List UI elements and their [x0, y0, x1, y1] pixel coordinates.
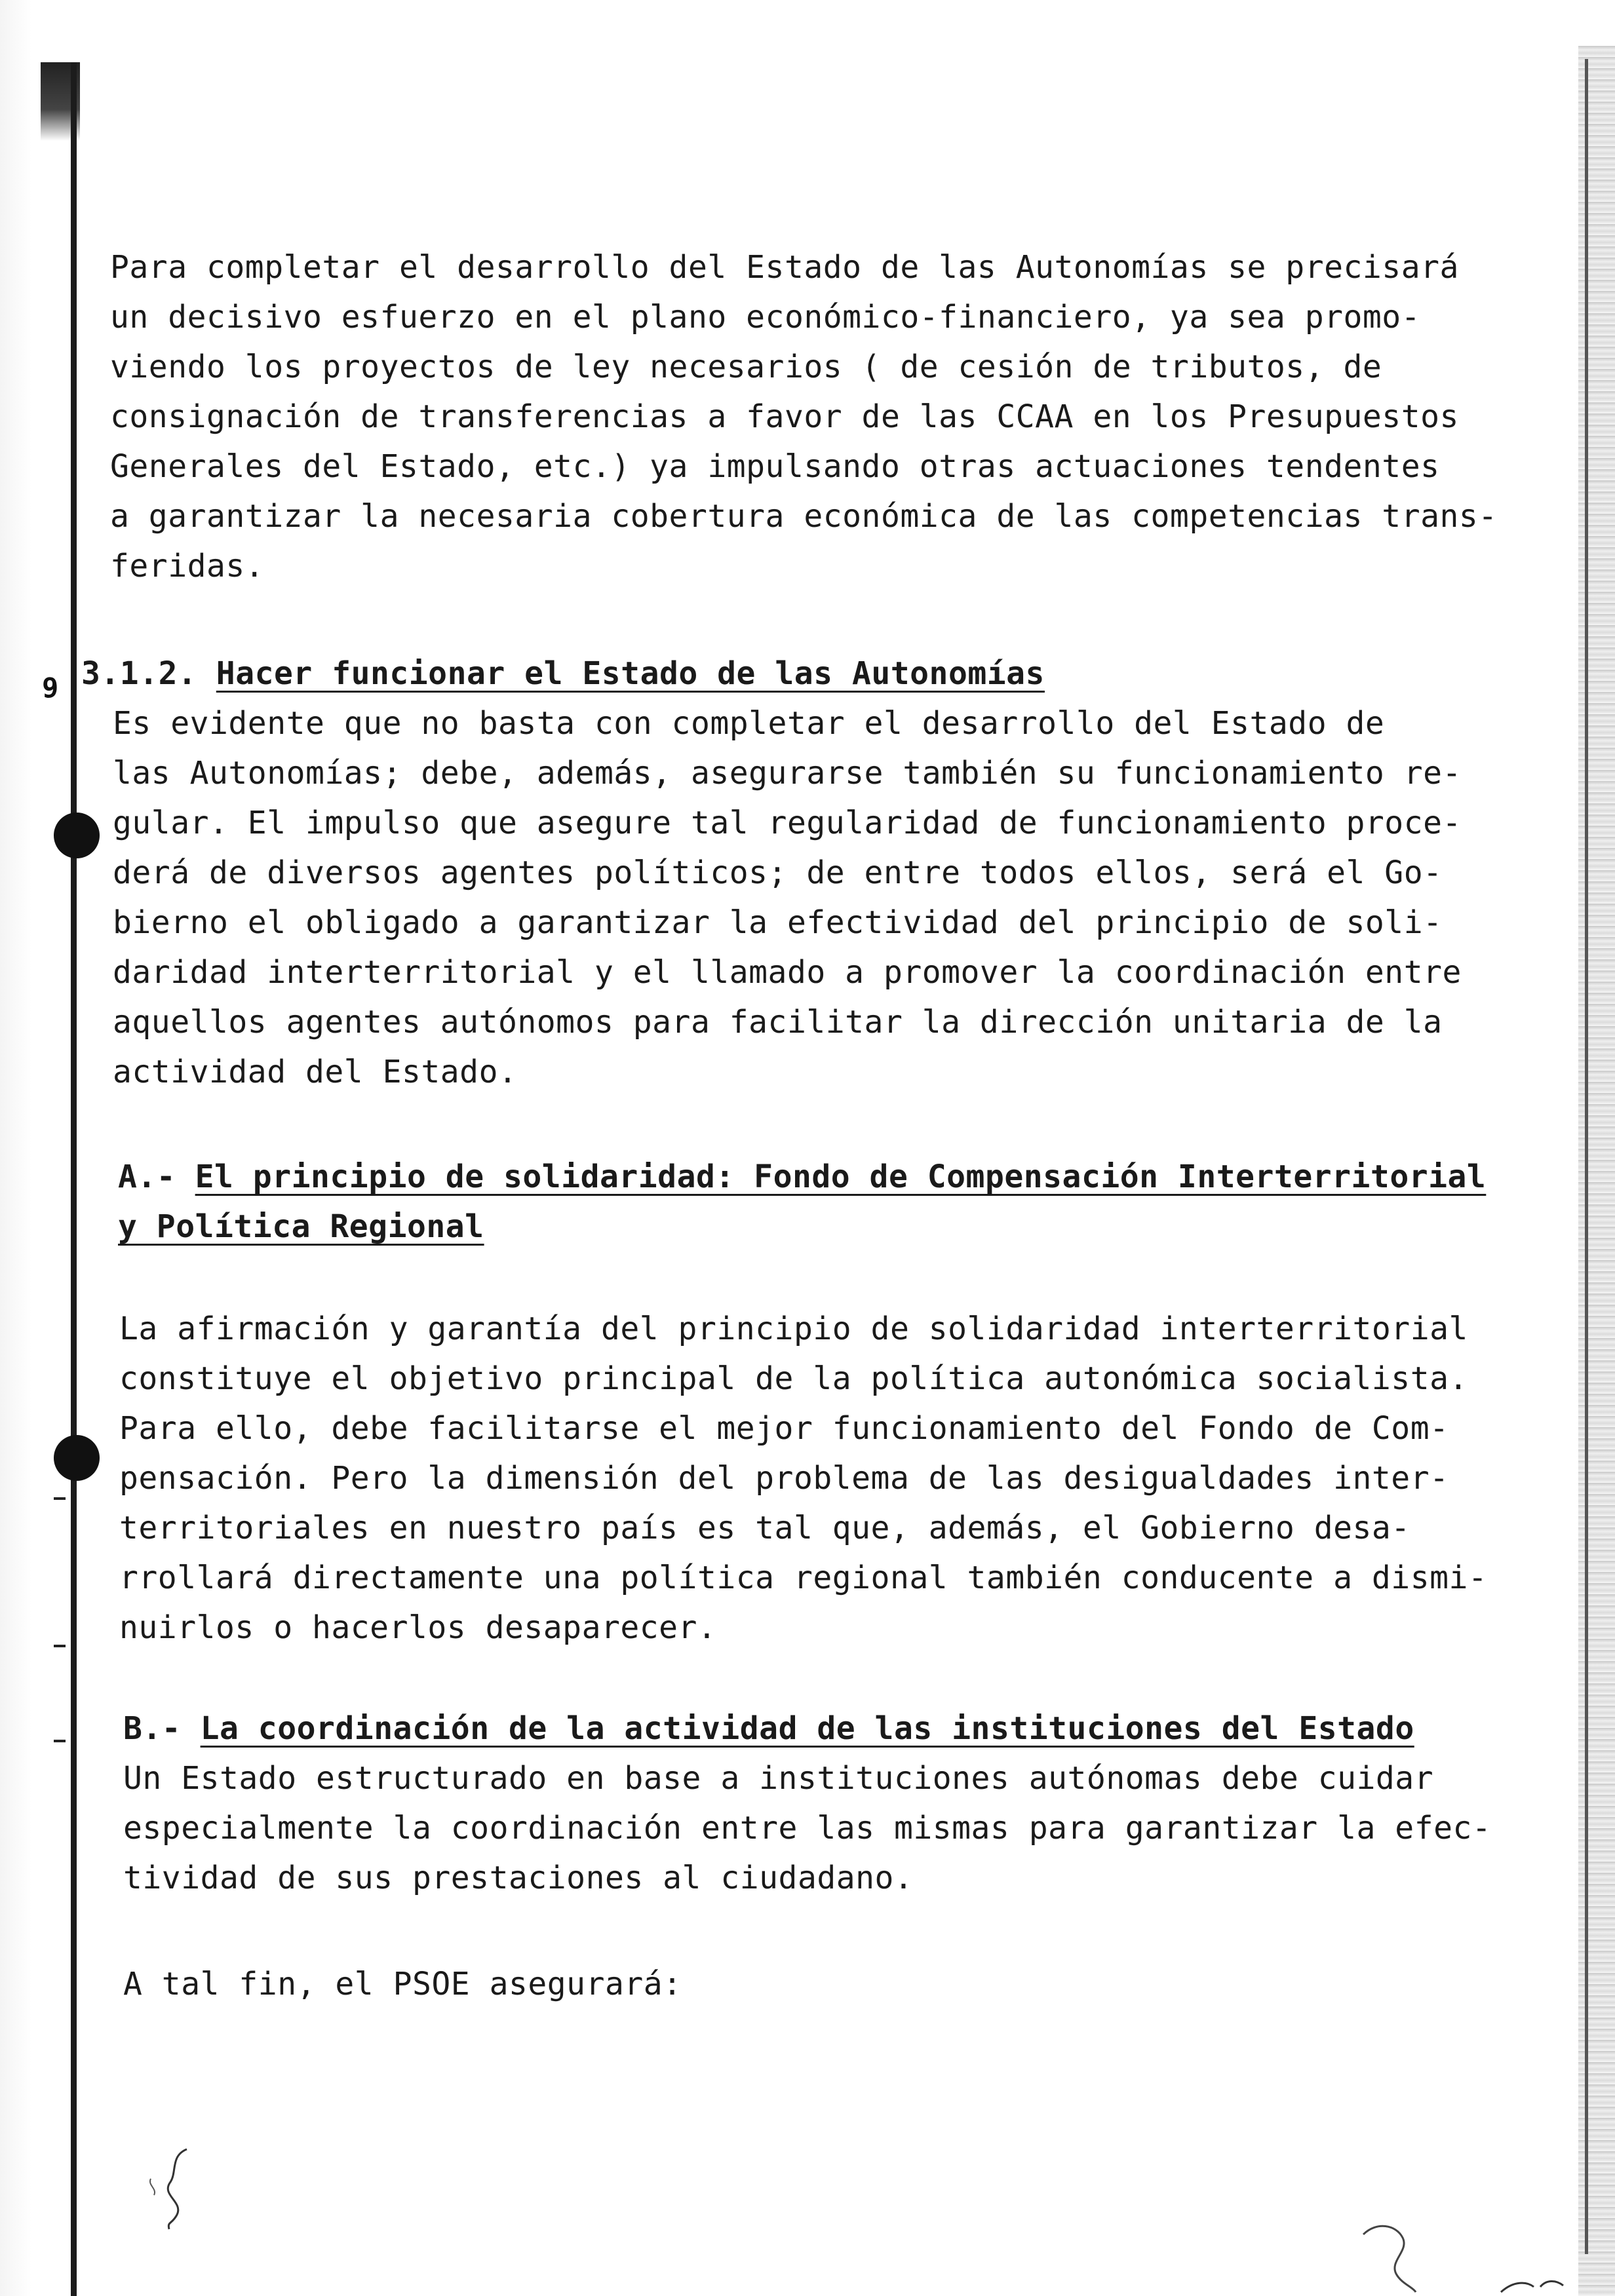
margin-tick	[54, 1497, 66, 1500]
subsection-heading-a	[118, 1152, 1486, 1252]
text-line: especialmente la coordinación entre las mismas para garantizar la efec-	[123, 1810, 1492, 1846]
subsection-title: El principio de solidaridad: Fondo de Compensación Interterritorial	[195, 1158, 1487, 1195]
text-line: consignación de transferencias a favor de las CCAA en los Presupuestos	[110, 398, 1459, 435]
paragraph-coordination	[123, 1753, 1572, 1903]
text-line: daridad interterritorial y el llamado a promover la coordinación entre	[113, 954, 1462, 991]
text-line: gular. El impulso que asegure tal regularidad de funcionamiento proce-	[113, 805, 1462, 841]
section-number: 3.1.2.	[81, 655, 197, 692]
text-line: las Autonomías; debe, además, asegurarse también su funcionamiento re-	[113, 755, 1462, 792]
paragraph-solidarity	[119, 1304, 1568, 1653]
subsection-title-continued: y Política Regional	[118, 1208, 484, 1245]
scan-binding-line	[71, 62, 77, 2296]
margin-tick	[54, 1645, 66, 1647]
subsection-title: La coordinación de la actividad de las instituciones del Estado	[200, 1710, 1414, 1747]
text-line: tividad de sus prestaciones al ciudadano.	[123, 1860, 914, 1896]
handwritten-mark-icon	[1494, 2267, 1566, 2296]
paragraph-functioning	[113, 698, 1561, 1097]
text-line: pensación. Pero la dimensión del problema de las desigualdades inter-	[119, 1460, 1449, 1497]
text-line: bierno el obligado a garantizar la efectividad del principio de soli-	[113, 904, 1443, 941]
scan-right-edge	[1578, 46, 1615, 2296]
handwritten-mark-icon	[131, 2143, 210, 2234]
subsection-prefix: A.-	[118, 1158, 176, 1195]
section-title: Hacer funcionar el Estado de las Autonomías	[216, 655, 1045, 692]
text-line: Para ello, debe facilitarse el mejor funcionamiento del Fondo de Com-	[119, 1410, 1449, 1447]
text-line: La afirmación y garantía del principio de solidaridad interterritorial	[119, 1311, 1468, 1347]
subsection-heading-b	[123, 1704, 1414, 1753]
text-line: a garantizar la necesaria cobertura económica de las competencias trans-	[110, 498, 1498, 535]
text-line: Es evidente que no basta con completar el desarrollo del Estado de	[113, 705, 1385, 742]
text-line: aquellos agentes autónomos para facilitar la dirección unitaria de la	[113, 1004, 1443, 1041]
text-line: rrollará directamente una política regional también conducente a dismi-	[119, 1559, 1488, 1596]
section-heading	[81, 649, 1045, 698]
margin-tick	[54, 1740, 66, 1742]
margin-annotation: 9	[42, 672, 59, 704]
text-line: A tal fin, el PSOE asegurará:	[123, 1966, 682, 2002]
text-line: derá de diversos agentes políticos; de entre todos ellos, será el Go-	[113, 854, 1443, 891]
text-line: Para completar el desarrollo del Estado de las Autonomías se precisará	[110, 249, 1459, 286]
punch-hole-icon	[54, 813, 100, 858]
text-line: nuirlos o hacerlos desaparecer.	[119, 1609, 717, 1646]
scan-left-edge	[0, 0, 31, 2296]
subsection-prefix: B.-	[123, 1710, 182, 1747]
text-line: actividad del Estado.	[113, 1054, 518, 1090]
punch-hole-icon	[54, 1435, 100, 1481]
paragraph-economic-effort	[110, 242, 1559, 591]
handwritten-mark-icon	[1350, 2215, 1429, 2296]
text-line: territoriales en nuestro país es tal que, además, el Gobierno desa-	[119, 1510, 1411, 1546]
text-line: feridas.	[110, 548, 265, 584]
scan-right-line	[1585, 59, 1588, 2254]
paragraph-psoe	[123, 1959, 1572, 2009]
text-line: constituye el objetivo principal de la política autonómica socialista.	[119, 1360, 1468, 1397]
text-line: Generales del Estado, etc.) ya impulsando otras actuaciones tendentes	[110, 448, 1440, 485]
text-line: Un Estado estructurado en base a instituciones autónomas debe cuidar	[123, 1760, 1434, 1797]
text-line: un decisivo esfuerzo en el plano económico-financiero, ya sea promo-	[110, 299, 1421, 335]
text-line: viendo los proyectos de ley necesarios ( de cesión de tributos, de	[110, 349, 1382, 385]
